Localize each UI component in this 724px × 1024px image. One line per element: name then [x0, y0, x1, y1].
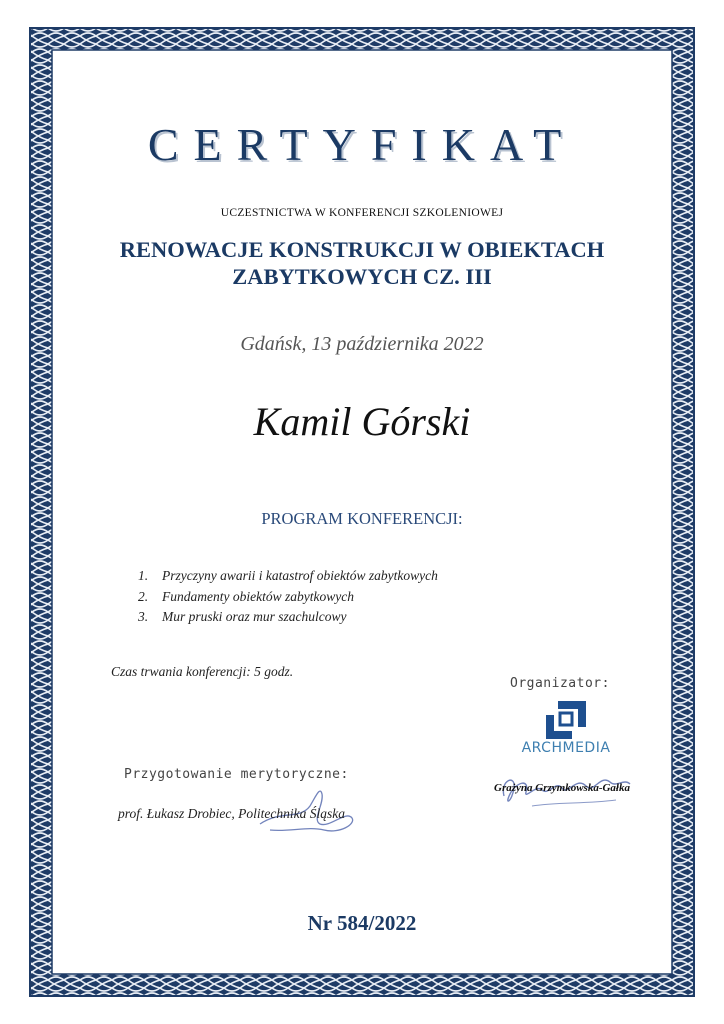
conference-date: Gdańsk, 13 października 2022: [240, 333, 484, 355]
conference-duration: Czas trwania konferencji: 5 godz.: [111, 664, 294, 679]
program-heading: PROGRAM KONFERENCJI:: [261, 509, 463, 528]
list-item: [138, 587, 438, 608]
list-item-text: Przyczyny awarii i katastrof obiektów zabytkowych: [162, 568, 438, 583]
organizer-name: Grażyna Grzymkowska-Gałka: [494, 782, 630, 794]
conference-title-line1: RENOWACJE KONSTRUKCJI W OBIEKTACH: [119, 237, 605, 262]
participant-name: Kamil Górski: [253, 399, 471, 444]
archmedia-logo-icon: [542, 697, 590, 741]
list-item-text: Mur pruski oraz mur szachulcowy: [162, 609, 347, 624]
organizer-brand: ARCHMEDIA: [521, 740, 611, 756]
prepared-by-label: Przygotowanie merytoryczne:: [124, 767, 349, 782]
list-item-number: 2.: [138, 588, 149, 604]
program-list: [138, 566, 438, 628]
list-item-number: 3.: [138, 609, 149, 624]
conference-title-line2: ZABYTKOWYCH CZ. III: [232, 264, 492, 289]
list-item: [138, 607, 438, 628]
certificate-subtitle: UCZESTNICTWA W KONFERENCJI SZKOLENIOWEJ: [220, 207, 504, 219]
list-item-text: Fundamenty obiektów zabytkowych: [162, 588, 354, 604]
organizer-label: Organizator:: [510, 676, 610, 691]
certificate-number: Nr 584/2022: [307, 911, 417, 935]
conference-title: [0, 236, 724, 290]
prepared-by-name: prof. Łukasz Drobiec, Politechnika Śląska: [118, 806, 345, 821]
list-item: [138, 566, 438, 587]
list-item-number: 1.: [138, 568, 149, 583]
certificate-title: CERTYFIKAT: [147, 119, 577, 170]
